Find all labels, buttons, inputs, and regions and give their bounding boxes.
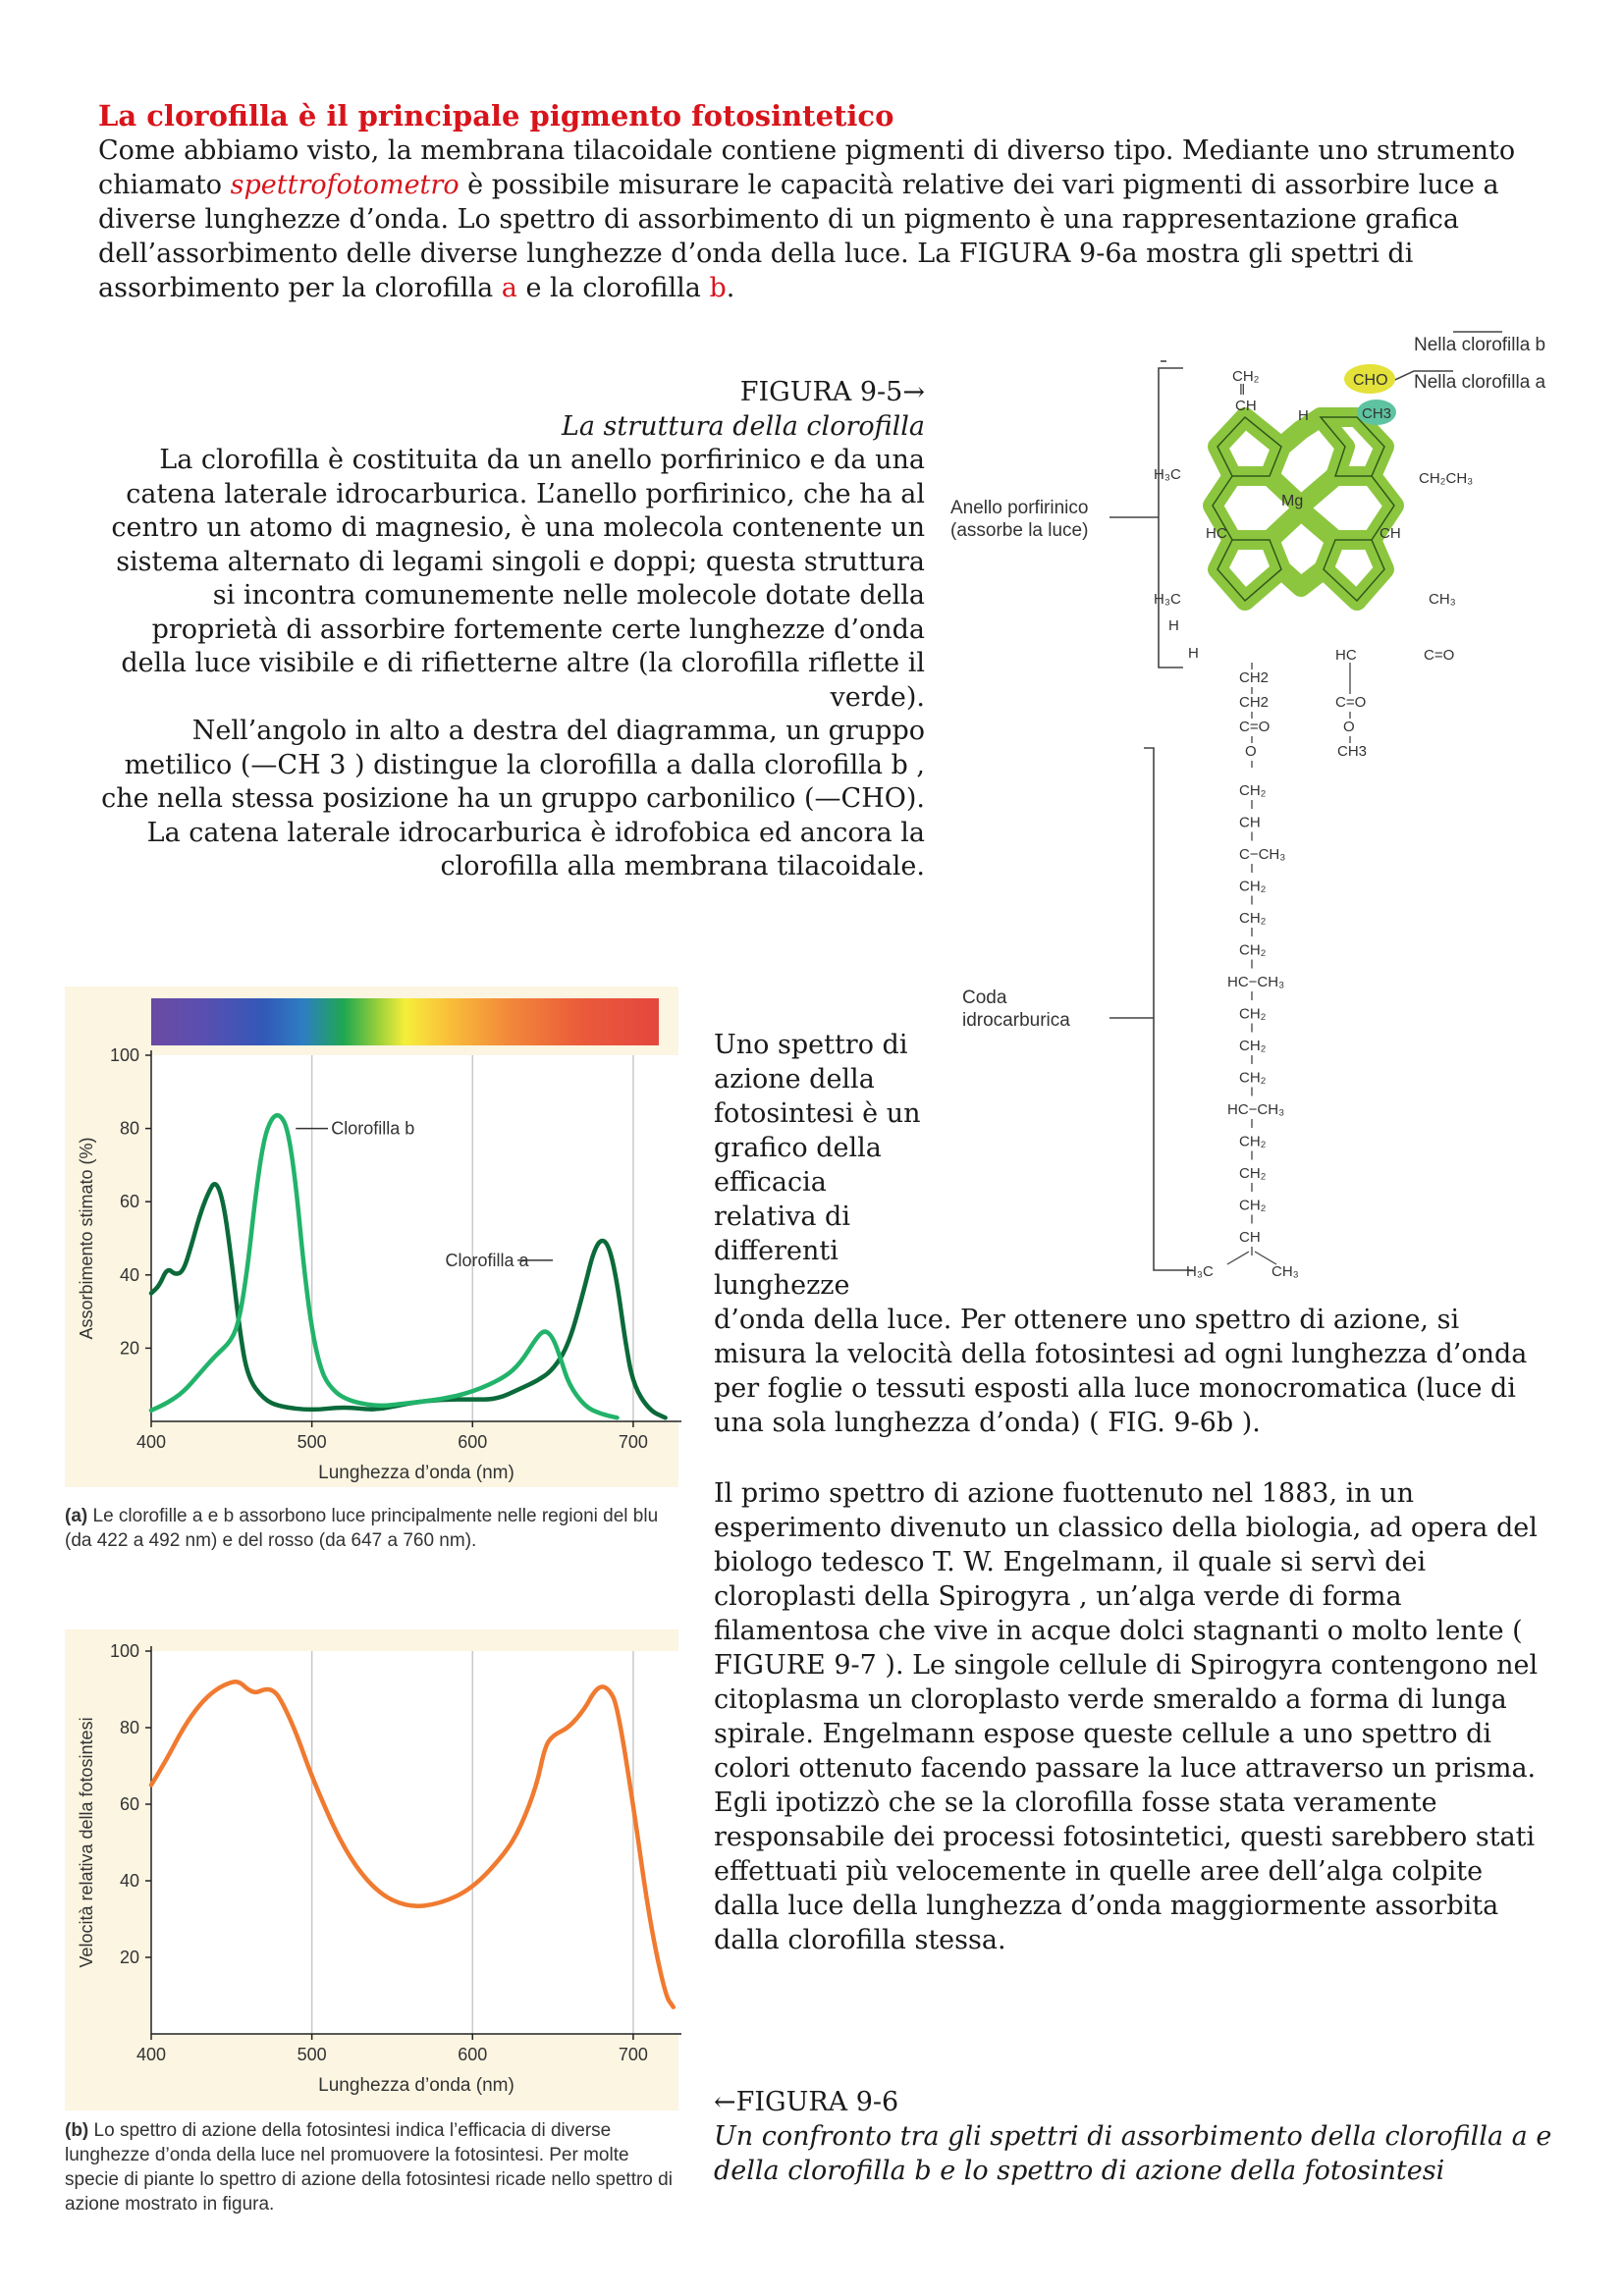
chain-group: CH₂ [1239, 1069, 1267, 1087]
ring-label-line2: (assorbe la luce) [950, 520, 1089, 541]
x-tick-label: 600 [458, 2045, 488, 2064]
ester-chain [1239, 669, 1367, 760]
ring-label-line1: Anello porfirinico [950, 498, 1089, 518]
chain-group: CH₂ [1239, 1197, 1267, 1214]
svg-text:CH₃: CH₃ [1271, 1263, 1299, 1280]
action-spectrum-chart [65, 1629, 678, 2110]
y-tick-label: 60 [119, 1794, 139, 1814]
chart-b-caption-text: Lo spettro di azione della fotosintesi indica l’efficacia di diverse lunghezze d’onda della luce nel promuovere la fotosintesi. Per molte specie di piante lo spettro di azione della fotosintesi ricade nello spettro di azione mostrato in figura. [65, 2120, 673, 2215]
y-axis-label: Velocità relativa della fotosintesi [77, 1717, 96, 1968]
svg-text:CH2: CH2 [1239, 694, 1270, 711]
svg-text:CH2: CH2 [1239, 669, 1270, 686]
annotation-chlorophyll-a: Clorofilla a [445, 1250, 529, 1270]
svg-text:H: H [1168, 617, 1179, 634]
chlorophyll-a-ref: a [501, 273, 517, 303]
chain-group: CH [1239, 1229, 1261, 1246]
chain-group: CH₂ [1239, 910, 1267, 927]
svg-text:C=O: C=O [1239, 719, 1271, 735]
intro-text-3: e la clorofilla [516, 273, 710, 303]
svg-text:C=O: C=O [1424, 647, 1455, 664]
chlorophyll-structure-diagram [933, 324, 1581, 1286]
x-tick-label: 700 [618, 2045, 648, 2064]
chain-group: CH₂ [1239, 878, 1267, 895]
figure-9-5-label: FIGURA 9-5→ [739, 377, 925, 407]
svg-text:CH₂CH₃: CH₂CH₃ [1419, 470, 1474, 487]
figure-9-6-label: ←FIGURA 9-6 [714, 2087, 899, 2117]
y-tick-label: 40 [119, 1264, 139, 1285]
intro-text-1: Come abbiamo visto, la membrana tilacoidale contiene pigmenti di diverso tipo. Mediante uno strumento chiamato [98, 135, 1516, 200]
action-spectrum-paragraph: d’onda della luce. Per ottenere uno spettro di azione, si misura la velocità della fotosintesi ad ogni lunghezza d’onda per foglie o tessuti esposti alla luce monocromatica (luce di una sola lunghezza d’onda) ( FIG. 9-6b ). [714, 1305, 1528, 1438]
y-tick-label: 100 [109, 1045, 139, 1065]
y-tick-label: 100 [109, 1641, 139, 1661]
svg-text:O: O [1343, 719, 1355, 735]
mg-atom: Mg [1281, 493, 1304, 509]
label-chlorophyll-b: Nella clorofilla b [1414, 335, 1546, 355]
figure-9-5-title: La struttura della clorofilla [561, 410, 925, 442]
chain-group: CH [1239, 814, 1261, 831]
chart-b-caption [65, 2118, 683, 2215]
svg-text:H: H [1298, 407, 1309, 424]
phytol-chain [1227, 782, 1285, 1255]
label-chlorophyll-a: Nella clorofilla a [1414, 372, 1546, 393]
y-tick-label: 60 [119, 1192, 139, 1212]
annotation-chlorophyll-b: Clorofilla b [331, 1118, 415, 1139]
visible-spectrum-bar [151, 998, 659, 1045]
engelmann-paragraph: Il primo spettro di azione fuottenuto nel 1883, in un esperimento divenuto un classico della biologia, ad opera del biologo tedesco T. W. Engelmann, il quale si servì dei cloroplasti della Spirogyra , un’alga verde di forma filamentosa che vive in acque dolci stagnanti o molto lente ( FIGURE 9-7 ). Le singole cellule di Spirogyra contengono nel citoplasma un cloroplasto verde smeraldo a forma di lunga spirale. Engelmann espose queste cellule a uno spettro di colori ottenuto facendo passare la luce attraverso un prisma. Egli ipotizzò che se la clorofilla fosse stata veramente responsabile dei processi fotosintetici, questi sarebbero stati effettuati più velocemente in quelle aree dell’alga colpite dalla luce della lunghezza d’onda maggiormente assorbita dalla clorofilla stessa. [714, 1478, 1539, 1955]
chart-a-caption [65, 1504, 683, 1553]
x-axis-label: Lunghezza d’onda (nm) [318, 2075, 514, 2096]
figure-9-6-caption: Un confronto tra gli spettri di assorbimento della clorofilla a e della clorofilla b e lo spettro di azione della fotosintesi [714, 2121, 1552, 2186]
chain-group: CH₂ [1239, 1165, 1267, 1182]
figure-9-6-caption-block [714, 2085, 1558, 2188]
chart-a-caption-label: (a) [65, 1506, 88, 1526]
cho-group-label: CHO [1353, 372, 1388, 389]
y-tick-label: 80 [119, 1118, 139, 1139]
chart-b-caption-label: (b) [65, 2120, 89, 2141]
x-tick-label: 400 [135, 1432, 167, 1452]
chain-group: C−CH₃ [1239, 846, 1286, 863]
svg-text:‖: ‖ [1239, 382, 1246, 399]
chain-group: CH₂ [1239, 1133, 1267, 1150]
chain-group: HC−CH₃ [1227, 974, 1285, 990]
svg-text:H₃C: H₃C [1154, 591, 1181, 608]
chlorophyll-b-ref: b [709, 273, 727, 303]
x-tick-label: 600 [458, 1432, 488, 1452]
intro-text-2: è possibile misurare le capacità relative dei vari pigmenti di assorbire luce a diverse lunghezze d’onda. Lo spettro di assorbimento di un pigmento è una rappresentazione grafica dell’assorbimento delle diverse lunghezze d’onda della luce. La FIGURA 9-6a mostra gli spettri di assorbimento per la clorofilla [98, 170, 1499, 303]
svg-text:CH: CH [1380, 525, 1401, 542]
svg-text:H: H [1188, 645, 1199, 662]
figure-9-5-body-3: La catena laterale idrocarburica è idrofobica ed ancora la clorofilla alla membrana tilacoidale. [146, 817, 925, 881]
x-tick-label: 700 [618, 1432, 648, 1452]
svg-text:O: O [1245, 743, 1257, 760]
svg-text:H₃C: H₃C [1186, 1263, 1214, 1280]
figure-9-5-body-1: La clorofilla è costituita da un anello porfirinico e da una catena laterale idrocarburica. L’anello porfirinico, che ha al centro un atomo di magnesio, è una molecola contenente un sistema alternato di legami singoli e doppi; questa struttura si incontra comunemente nelle molecole dotate della proprietà di assorbire fortemente certe lunghezze d’onda della luce visibile e di rifietterne altre (la clorofilla riflette il verde). [111, 445, 925, 713]
chain-group: CH₂ [1239, 1005, 1267, 1023]
svg-text:CH₂: CH₂ [1232, 368, 1260, 385]
chain-group: CH₂ [1239, 941, 1267, 959]
chart-b-plot-area [151, 1651, 681, 2034]
chain-group: CH₂ [1239, 782, 1267, 799]
figure-9-5-body-2: Nell’angolo in alto a destra del diagramma, un gruppo metilico (—CH 3 ) distingue la clorofilla a dalla clorofilla b , che nella stessa posizione ha un gruppo carbonilico (—CHO). [101, 716, 925, 814]
section-heading: La clorofilla è il principale pigmento fotosintetico [98, 99, 894, 133]
x-axis-label: Lunghezza d’onda (nm) [318, 1463, 514, 1483]
absorption-spectrum-chart [65, 987, 678, 1487]
figure-9-5-caption-block [98, 376, 925, 884]
y-tick-label: 20 [119, 1338, 139, 1359]
term-spectrophotometer: spettrofotometro [230, 170, 460, 200]
y-tick-label: 20 [119, 1948, 139, 1967]
intro-text-4: . [726, 273, 735, 303]
ch3-group-label: CH3 [1362, 405, 1392, 422]
y-tick-label: 40 [119, 1871, 139, 1891]
y-axis-label: Assorbimento stimato (%) [77, 1137, 96, 1340]
chart-a-caption-text: Le clorofille a e b assorbono luce principalmente nelle regioni del blu (da 422 a 492 nm) e del rosso (da 647 a 760 nm). [65, 1506, 659, 1551]
svg-text:CH₃: CH₃ [1429, 591, 1456, 608]
svg-text:CH: CH [1235, 398, 1257, 414]
porphyrin-ring [1213, 417, 1394, 601]
svg-text:CH3: CH3 [1337, 743, 1368, 760]
chain-group: CH₂ [1239, 1038, 1267, 1054]
svg-text:HC: HC [1335, 647, 1357, 664]
y-tick-label: 80 [119, 1718, 139, 1737]
intro-paragraph [98, 133, 1532, 305]
tail-label-line2: idrocarburica [962, 1010, 1070, 1031]
svg-text:C=O: C=O [1335, 694, 1367, 711]
action-spectrum-paragraph-start: Uno spettro di azione della fotosintesi è un grafico della efficacia relativa di differenti lunghezze [714, 1030, 921, 1301]
x-tick-label: 500 [297, 1432, 327, 1452]
chain-group: HC−CH₃ [1227, 1101, 1285, 1118]
x-tick-label: 500 [297, 2045, 327, 2064]
x-tick-label: 400 [135, 2045, 167, 2064]
svg-text:H₃C: H₃C [1154, 466, 1181, 483]
tail-label-line1: Coda [962, 988, 1007, 1008]
svg-text:HC: HC [1206, 525, 1227, 542]
